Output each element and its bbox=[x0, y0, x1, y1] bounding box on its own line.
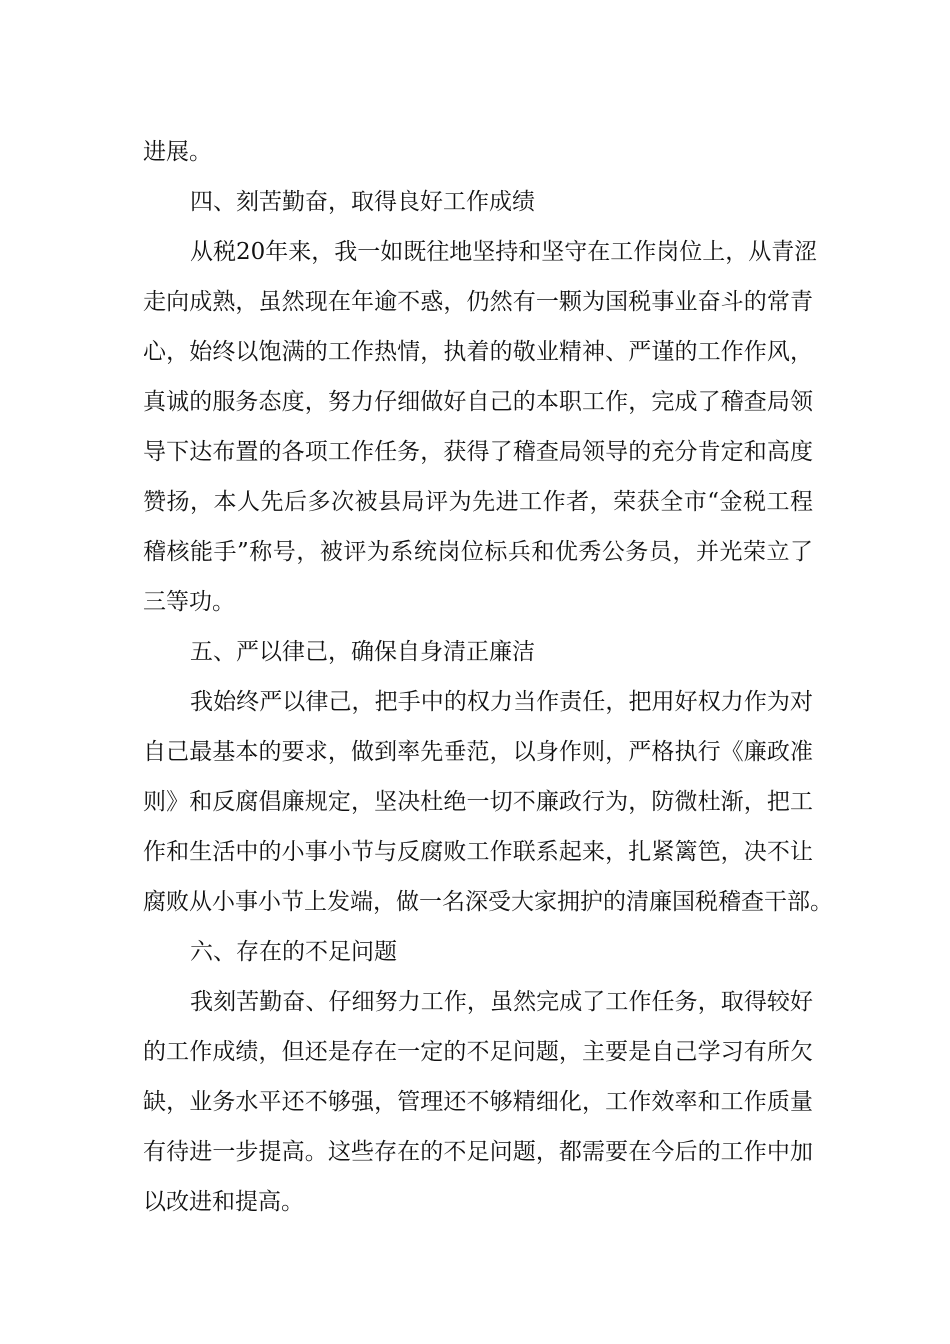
paragraph-line: 赞扬，本人先后多次被县局评为先进工作者，荣获全市“金税工程 bbox=[143, 489, 813, 515]
paragraph-line: 作和生活中的小事小节与反腐败工作联系起来，扎紧篱笆，决不让 bbox=[143, 839, 813, 865]
paragraph-line: 有待进一步提高。这些存在的不足问题，都需要在今后的工作中加 bbox=[143, 1139, 813, 1165]
paragraph-line: 真诚的服务态度，努力仔细做好自己的本职工作，完成了稽查局领 bbox=[143, 389, 813, 415]
paragraph-line: 稽核能手”称号，被评为系统岗位标兵和优秀公务员，并光荣立了 bbox=[143, 539, 813, 565]
paragraph-line: 进展。 bbox=[143, 139, 212, 165]
paragraph-line: 腐败从小事小节上发端，做一名深受大家拥护的清廉国税稽查干部。 bbox=[143, 889, 833, 915]
paragraph-line: 我始终严以律己，把手中的权力当作责任，把用好权力作为对 bbox=[190, 689, 813, 715]
paragraph-line: 我刻苦勤奋、仔细努力工作，虽然完成了工作任务，取得较好 bbox=[190, 989, 813, 1015]
section-heading: 四、刻苦勤奋，取得良好工作成绩 bbox=[190, 189, 535, 215]
paragraph-line: 走向成熟，虽然现在年逾不惑，仍然有一颗为国税事业奋斗的常青 bbox=[143, 289, 813, 315]
paragraph-line: 的工作成绩，但还是存在一定的不足问题，主要是自己学习有所欠 bbox=[143, 1039, 813, 1065]
paragraph-line: 缺，业务水平还不够强，管理还不够精细化，工作效率和工作质量 bbox=[143, 1089, 813, 1115]
paragraph-line: 三等功。 bbox=[143, 589, 235, 615]
paragraph-line: 心，始终以饱满的工作热情，执着的敬业精神、严谨的工作作风， bbox=[143, 339, 813, 365]
paragraph-line: 导下达布置的各项工作任务，获得了稽查局领导的充分肯定和高度 bbox=[143, 439, 813, 465]
paragraph-line: 以改进和提高。 bbox=[143, 1189, 304, 1215]
section-heading: 五、严以律己，确保自身清正廉洁 bbox=[190, 639, 535, 665]
paragraph-line: 从税20年来，我一如既往地坚持和坚守在工作岗位上，从青涩 bbox=[190, 239, 818, 265]
paragraph-line: 则》和反腐倡廉规定，坚决杜绝一切不廉政行为，防微杜渐，把工 bbox=[143, 789, 813, 815]
section-heading: 六、存在的不足问题 bbox=[190, 939, 397, 965]
paragraph-line: 自己最基本的要求，做到率先垂范，以身作则，严格执行《廉政准 bbox=[143, 739, 813, 765]
